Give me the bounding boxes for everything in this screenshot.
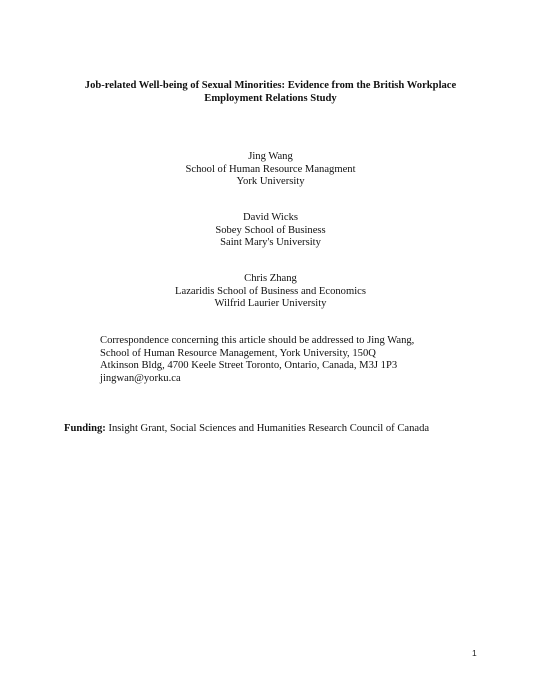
paper-title (60, 79, 481, 105)
author-department: Sobey School of Business (215, 224, 326, 236)
author-institution: Wilfrid Laurier University (214, 298, 327, 309)
author-institution: York University (236, 176, 305, 187)
author-name: Jing Wang (248, 151, 293, 162)
funding-text: Insight Grant, Social Sciences and Humanities Research Council of Canada (105, 423, 430, 434)
correspondence-email: jingwan@yorku.ca (100, 372, 181, 384)
author-department: Lazaridis School of Business and Economics (175, 285, 366, 297)
author-block-1 (60, 151, 481, 189)
author-name: Chris Zhang (244, 273, 297, 284)
author-block-3 (60, 273, 481, 311)
correspondence-line-1: Correspondence concerning this article should be addressed to Jing Wang, (100, 335, 415, 346)
author-institution: Saint Mary's University (220, 237, 321, 248)
author-department: School of Human Resource Managment (185, 163, 356, 175)
title-line-2: Employment Relations Study (204, 93, 337, 104)
title-line-1: Job-related Well-being of Sexual Minorities: Evidence from the British Workplace (84, 80, 457, 91)
author-block-2 (60, 212, 481, 250)
page-number: 1 (472, 648, 477, 658)
correspondence-line-2: School of Human Resource Management, York University, 150Q (100, 347, 376, 359)
correspondence-line-3: Atkinson Bldg, 4700 Keele Street Toronto, Ontario, Canada, M3J 1P3 (100, 360, 398, 371)
correspondence-block (100, 335, 480, 385)
funding-label: Funding: (64, 423, 106, 434)
funding-statement (64, 422, 484, 435)
author-name: David Wicks (243, 212, 298, 223)
